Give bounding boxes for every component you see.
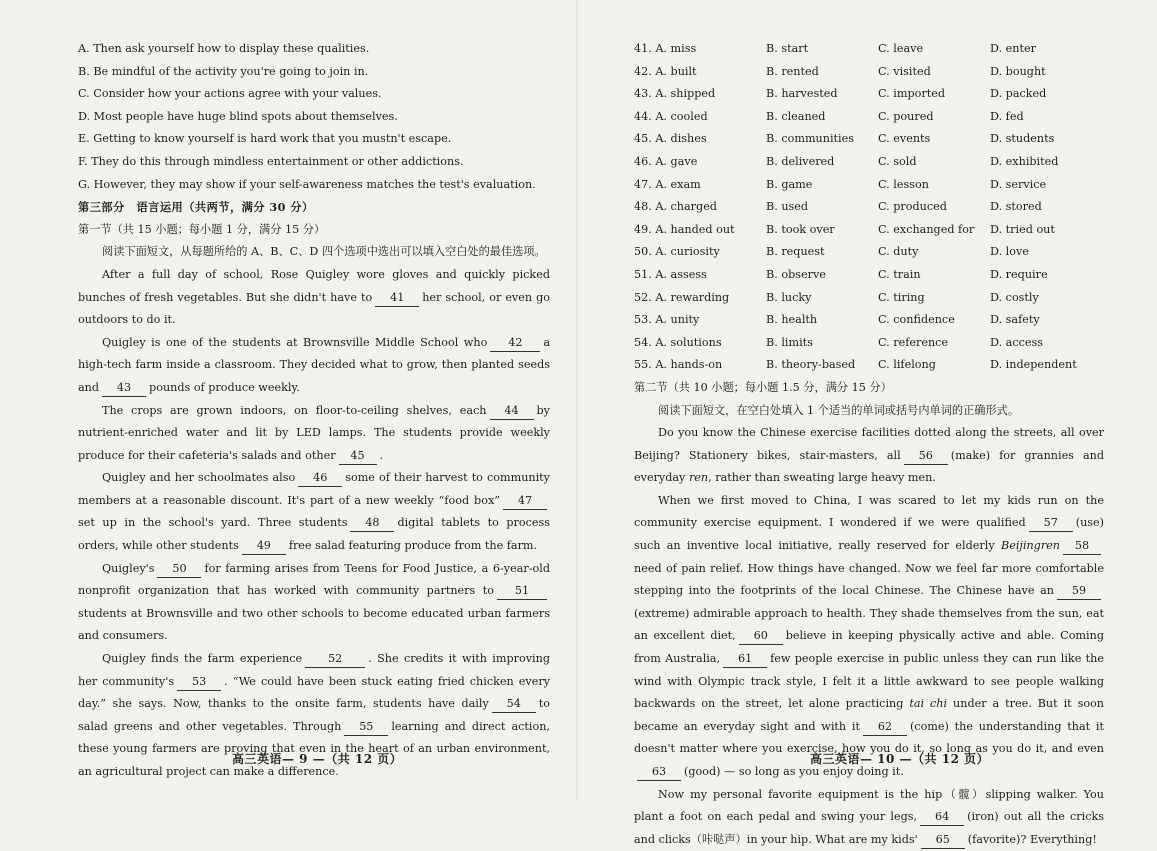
choice-d: D. exhibited [990, 154, 1059, 168]
blank-58: 58 [1063, 538, 1101, 555]
choice-c: C. imported [878, 87, 945, 101]
tai-chi-word: tai chi [909, 697, 948, 711]
section1-instruction: 阅读下面短文，从每题所给的 A、B、C、D 四个选项中选出可以填入空白处的最佳选项。 [102, 245, 546, 259]
right-page-footer: 高三英语— 10 —（共 12 页） [810, 752, 990, 766]
choice-row [634, 38, 1100, 61]
left-page [0, 0, 578, 800]
choice-b: B. lucky [766, 290, 812, 304]
choice-a: 44. A. cooled [634, 109, 708, 123]
blank-48: 48 [350, 515, 394, 532]
option-f: F. They do this through mindless entertainment or other addictions. [78, 154, 464, 168]
choices-table [634, 38, 1100, 377]
blank-51: 51 [497, 583, 547, 600]
blank-61: 61 [723, 651, 767, 668]
choice-c: C. tiring [878, 290, 925, 304]
choice-a: 47. A. exam [634, 177, 701, 191]
cloze-paragraph-5: Quigley's 50 for farming arises from Teens for Food Justice, a 6-year-old nonprofit organization that has worked with community partners to 51students at Brownsville and two other schools to become educated urban farmers and consumers. [78, 561, 550, 643]
choice-row [634, 128, 1100, 151]
choice-d: D. safety [990, 313, 1040, 327]
choice-c: C. lesson [878, 177, 929, 191]
blank-50: 50 [157, 561, 201, 578]
cloze-paragraph-2: Quigley is one of the students at Brownsville Middle School who 42 a high-tech farm inside a classroom. They decided what to grow, then planted seeds and 43 pounds of produce weekly. [78, 332, 550, 400]
choice-row [634, 83, 1100, 106]
blank-47: 47 [503, 493, 547, 510]
choice-row [634, 151, 1100, 174]
grammar-paragraph-2: When we first moved to China, I was scared to let my kids run on the community exercise equipment. I wondered if we were qualified 57 (use) such an inventive local initiative, really reserved for elderly Beijingren 58need of pain relief. How things have changed. Now we feel far more comfortable stepping into the footprints of the local Chinese. The Chinese have an 59(extreme) admirable approach to health. They shade themselves from the sun, eat an excellent diet, 60 believe in keeping physically active and able. Coming from Australia, 61 few people exercise in public unless they can run like the wind with Olympic track style, I felt it a little awkward to see people walking backwards on the street, let alone practicing tai chi under a tree. But it soon became an everyday sight and with it 62 (come) the understanding that it doesn't matter where you exercise, how you do it, so long as you do it, and even63 (good) — so long as you enjoy doing it. [634, 490, 1104, 784]
left-page-footer: 高三英语— 9 —（共 12 页） [232, 752, 403, 766]
choice-row [634, 174, 1100, 197]
blank-41: 41 [375, 290, 419, 307]
cloze-paragraph-6: Quigley finds the farm experience 52 . She credits it with improving her community's 53 . “We could have been stuck eating fried chicken every day.” she says. Now, thanks to the onsite farm, students have daily 54 to salad greens and other vegetables. Through 55 learning and direct action, these young farmers are proving that even in the heart of an urban environment, an agricultural project can make a difference. [78, 652, 550, 778]
option-a: A. Then ask yourself how to display these qualities. [78, 42, 370, 55]
choice-b: B. start [766, 42, 809, 55]
blank-46: 46 [298, 470, 342, 487]
cloze-paragraph-1: After a full day of school, Rose Quigley wore gloves and quickly picked bunches of fresh vegetables. But she didn't have to 41 her school, or even go outdoors to do it. [78, 267, 550, 327]
choice-a: 46. A. gave [634, 154, 698, 168]
choice-d: D. bought [990, 64, 1046, 78]
choice-row [634, 61, 1100, 84]
choice-d: D. service [990, 177, 1047, 191]
blank-44: 44 [490, 403, 534, 420]
option-g: G. However, they may show if your self-awareness matches the test's evaluation. [78, 177, 536, 191]
choice-c: C. confidence [878, 313, 955, 327]
choice-row [634, 196, 1100, 219]
blank-53: 53 [177, 674, 221, 691]
right-page [578, 0, 1157, 846]
blank-49: 49 [242, 538, 286, 555]
grammar-paragraph-1: Do you know the Chinese exercise facilities dotted along the streets, all over Beijing? Stationery bikes, stair-masters, all 56 (make) for grannies and everyday ren, rather than sweating large heavy men. [634, 426, 1104, 485]
choice-d: D. independent [990, 358, 1077, 372]
choice-a: 50. A. curiosity [634, 245, 720, 259]
choice-c: C. poured [878, 109, 934, 123]
choice-b: B. theory-based [766, 358, 856, 372]
blank-54: 54 [492, 696, 536, 713]
choice-c: C. events [878, 132, 931, 146]
option-e: E. Getting to know yourself is hard work that you mustn't escape. [78, 132, 452, 146]
choice-c: C. reference [878, 335, 949, 349]
choice-row [634, 219, 1100, 242]
blank-64: 64 [920, 809, 964, 826]
choice-d: D. costly [990, 290, 1039, 304]
section2-instruction: 阅读下面短文，在空白处填入 1 个适当的单词或括号内单词的正确形式。 [658, 403, 1020, 417]
choice-c: C. lifelong [878, 358, 936, 372]
choice-c: C. produced [878, 200, 947, 214]
choice-b: B. observe [766, 267, 826, 281]
section1-heading: 第一节（共 15 小题；每小题 1 分，满分 15 分） [78, 222, 326, 236]
blank-56: 56 [904, 448, 948, 465]
choice-a: 42. A. built [634, 64, 697, 78]
part3-heading: 第三部分 语言运用（共两节，满分 30 分） [78, 200, 314, 215]
grammar-paragraph-3: Now my personal favorite equipment is the hip（髋）slipping walker. You plant a foot on each pedal and swing your legs, 64 (iron) out all the cricks and clicks（咔哒声）in your hip. What are my kids' 65 (favorite)? Everything! [634, 784, 1104, 851]
blank-65: 65 [921, 832, 965, 849]
choice-row [634, 106, 1100, 129]
option-d: D. Most people have huge blind spots about themselves. [78, 109, 398, 123]
choice-a: 54. A. solutions [634, 335, 722, 349]
choice-d: D. love [990, 245, 1029, 259]
choice-row [634, 287, 1100, 310]
choice-d: D. access [990, 335, 1043, 349]
choice-c: C. sold [878, 154, 917, 168]
choice-b: B. used [766, 200, 809, 214]
blank-59: 59 [1057, 583, 1101, 600]
choice-d: D. require [990, 267, 1048, 281]
choice-b: B. request [766, 245, 825, 259]
blank-60: 60 [739, 628, 783, 645]
choice-c: C. duty [878, 245, 919, 259]
choice-d: D. enter [990, 42, 1036, 55]
section2-heading: 第二节（共 10 小题；每小题 1.5 分，满分 15 分） [634, 380, 892, 394]
choice-a: 53. A. unity [634, 313, 700, 327]
blank-63: 63 [637, 764, 681, 781]
cloze-paragraph-4: Quigley and her schoolmates also 46 some of their harvest to community members at a reasonable discount. It's part of a new weekly “food box” 47set up in the school's yard. Three students 48 digital tablets to process orders, while other students 49 free salad featuring produce from the farm. [78, 467, 550, 557]
choice-b: B. limits [766, 335, 813, 349]
choice-b: B. took over [766, 222, 835, 236]
choice-d: D. packed [990, 87, 1047, 101]
choice-c: C. visited [878, 64, 931, 78]
blank-42: 42 [490, 335, 540, 352]
choice-c: C. train [878, 267, 921, 281]
choice-b: B. delivered [766, 154, 835, 168]
choice-row [634, 241, 1100, 264]
choice-b: B. game [766, 177, 813, 191]
choice-row [634, 332, 1100, 355]
choice-b: B. communities [766, 132, 854, 146]
choice-a: 52. A. rewarding [634, 290, 730, 304]
blank-52: 52 [305, 651, 365, 668]
option-b: B. Be mindful of the activity you're going to join in. [78, 64, 369, 78]
blank-45: 45 [339, 448, 377, 465]
choice-d: D. fed [990, 109, 1024, 123]
blank-62: 62 [863, 719, 907, 736]
choice-row [634, 354, 1100, 377]
choice-a: 55. A. hands-on [634, 358, 723, 372]
choice-a: 51. A. assess [634, 267, 707, 281]
blank-55: 55 [344, 719, 388, 736]
choice-a: 49. A. handed out [634, 222, 735, 236]
choice-c: C. exchanged for [878, 222, 975, 236]
blank-43: 43 [102, 380, 146, 397]
choice-row [634, 309, 1100, 332]
choice-a: 45. A. dishes [634, 132, 707, 146]
choice-d: D. students [990, 132, 1055, 146]
choice-d: D. stored [990, 200, 1042, 214]
choice-a: 48. A. charged [634, 200, 717, 214]
option-c: C. Consider how your actions agree with your values. [78, 87, 382, 101]
choice-a: 43. A. shipped [634, 87, 716, 101]
choice-b: B. health [766, 313, 818, 327]
choice-c: C. leave [878, 42, 924, 55]
choice-d: D. tried out [990, 222, 1055, 236]
choice-a: 41. A. miss [634, 42, 697, 55]
left-column [78, 38, 550, 784]
cloze-paragraph-3: The crops are grown indoors, on floor-to-ceiling shelves, each 44 by nutrient-enriched water and lit by LED lamps. The students provide weekly produce for their cafeteria's salads and other 45 . [78, 400, 550, 468]
choice-b: B. cleaned [766, 109, 826, 123]
beijingren-word: Beijingren [1000, 539, 1060, 553]
right-column [634, 38, 1104, 851]
blank-57: 57 [1029, 515, 1073, 532]
choice-row [634, 264, 1100, 287]
choice-b: B. rented [766, 64, 819, 78]
choice-b: B. harvested [766, 87, 838, 101]
ren-word: ren [688, 471, 709, 485]
